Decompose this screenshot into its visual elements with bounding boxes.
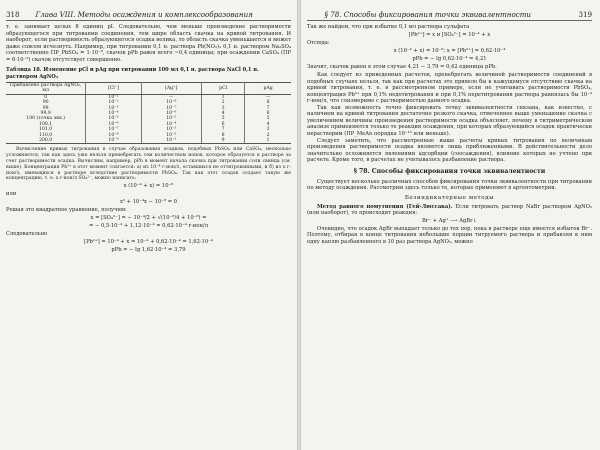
subheading: Безиндикаторные методы bbox=[404, 194, 495, 201]
table-cell: 10⁻⁶ bbox=[86, 122, 141, 127]
right-page-number: 319 bbox=[578, 10, 592, 19]
left-page-running-title: Глава VIII. Методы осаждения и комплексообразования bbox=[35, 10, 253, 19]
table-cell: 110,0 bbox=[39, 132, 53, 138]
table-caption bbox=[6, 67, 291, 80]
reaction-equation: Br⁻ + Ag⁺ ⟶ AgBr↓ bbox=[422, 217, 477, 224]
table-cell: 0 bbox=[44, 94, 48, 100]
table-cell: 10⁻³ bbox=[86, 106, 141, 111]
table-body bbox=[6, 94, 291, 144]
table-cell: 10⁻² bbox=[86, 100, 141, 105]
table-cell: 10⁻¹ bbox=[141, 138, 201, 144]
table-cell: 9 bbox=[202, 138, 245, 144]
equation-6: pPb = − lg 1,62·10⁻⁴ = 3,79 bbox=[111, 247, 186, 254]
right-page-running-title: § 78. Способы фиксирования точки эквивалентности bbox=[324, 10, 531, 19]
right-equation-1: [Pb²⁺] = x и [SO₄²⁻] = 10⁻⁴ + x bbox=[408, 31, 491, 38]
consequently-label: Следовательно bbox=[6, 231, 48, 238]
table-header-cell: [Cl⁻] bbox=[86, 82, 141, 94]
table-cell: 8 bbox=[202, 133, 245, 138]
table-cell: 3 bbox=[202, 106, 245, 111]
right-paragraph-4: Существует несколько различных способов фиксирования точки эквивалентности при титровании по методу осаждения. Рассмотрим здесь только те, которые применяют в аргентометрии. bbox=[307, 178, 592, 192]
equation-4: = − 0,5·10⁻⁴ + 1,12·10⁻⁴ = 0,62·10⁻⁴ г-ион/л bbox=[88, 223, 209, 230]
table-cell: — bbox=[245, 94, 291, 100]
table-cell: 7 bbox=[202, 127, 245, 132]
table-cell: 6 bbox=[245, 111, 291, 116]
table-cell: 6 bbox=[202, 122, 245, 127]
right-paragraph-6: Очевидно, что осадок AgBr выпадает только до тех пор, пока в растворе еще имеется избыток Br⁻. Поэтому, отбирая в конце титрования небольшие порции титруемого раствора и прибавляя к ним одну каплю разбавленного в 10 раз раствора AgNO₃, можно bbox=[307, 225, 592, 246]
right-page bbox=[301, 0, 600, 450]
table-cell: 101,0 bbox=[39, 127, 53, 133]
table-cell: 10⁻⁸ bbox=[141, 100, 201, 105]
table-cell: 4 bbox=[245, 122, 291, 127]
result-line: Значит, скачок равен в этом случае 4,21 − 3,79 = 0,42 единицы pPb. bbox=[307, 63, 497, 70]
table-cell: 7 bbox=[245, 106, 291, 111]
table-header-row bbox=[6, 82, 291, 94]
table-cell: 2 bbox=[202, 100, 245, 105]
table-header-cell: [Ag⁺] bbox=[141, 82, 201, 94]
table-caption-text: Таблица 18. Изменение pCl и pAg при титровании 100 мл 0,1 н. раствора NaCl 0,1 н. раствором AgNO₃ bbox=[6, 67, 259, 80]
table-cell: 10⁻⁹ bbox=[86, 138, 141, 144]
table-cell: 99,9 bbox=[40, 110, 51, 116]
right-paragraph-1: Как следует из приведенных расчетов, пренебрегать величиной растворимости соединений в подобных случаях нельзя, так как при расчетах это привело бы к кажущемуся отсутствию скачка на кривой титрования, т. е. в рассмотренном примере, если не учитывать растворимости PbSO₄, концентрация Pb²⁺ при 0,1% недотитрования и при 0,1% перетитрования раствора равнялась бы 10⁻⁴ г-ион/л, что соизмеримо с растворимостью данного осадка. bbox=[307, 72, 592, 105]
right-paragraph-5 bbox=[307, 204, 592, 217]
table-cell: 10⁻⁶ bbox=[141, 111, 201, 116]
table-cell: 10⁻⁷ bbox=[141, 106, 201, 111]
right-equation-2: x (10⁻⁴ + x) = 10⁻⁸; x = [Pb²⁺] = 0,62·10⁻⁴ bbox=[393, 47, 506, 54]
table-cell: 100 (точка экв.) bbox=[26, 116, 65, 122]
table-cell: 10⁻⁴ bbox=[141, 122, 201, 127]
table-cell: — bbox=[141, 94, 201, 100]
table-cell: 10⁻⁴ bbox=[86, 111, 141, 116]
table-cell: 10⁻⁵ bbox=[141, 116, 201, 121]
method-title: Метод равного помутнения (Гей-Люссака). bbox=[317, 203, 453, 210]
left-page-number: 318 bbox=[6, 10, 20, 19]
table-cell: 200,0 bbox=[6, 138, 86, 144]
table-row bbox=[6, 138, 291, 144]
left-paragraph-1: т. е. занимает целых 8 единиц pI. Следовательно, чем меньше произведение растворимости образующегося при титровании соединения, тем шире область скачка на кривой титрования. И наоборот, если растворимость образующегося осадка велика, то область скачка уменьшается и может даже совсем исчезнуть. Например, при титровании 0,1 н. раствора Pb(NO₃)₂ 0,1 н. раствором Na₂SO₄ соответственно ПР_PbSO₄ = 1·10⁻⁸, скачок pPb равен всего ~0,4 единицы; при осаждении CaSO₄ (ПР = 6·10⁻⁵) скачок отсутствует совершенно. bbox=[6, 24, 291, 63]
from-here-label: Отсюда: bbox=[307, 39, 330, 46]
table-cell: 90 bbox=[42, 100, 49, 106]
table-cell: 3 bbox=[245, 127, 291, 132]
table-cell: 1 bbox=[245, 138, 291, 144]
equation-1: x (10⁻⁴ + x) = 10⁻⁸ bbox=[123, 183, 174, 190]
or-label: или bbox=[6, 191, 17, 198]
titration-table bbox=[6, 82, 291, 144]
table-cell: 10⁻³ bbox=[141, 127, 201, 132]
equation-3: x = [SO₄²⁻] = − 10⁻⁴/2 + √(10⁻⁸/4 + 10⁻⁸) = bbox=[90, 215, 207, 222]
table-cell: 10⁻² bbox=[141, 133, 201, 138]
table-header-cell: pAg bbox=[245, 82, 291, 94]
solve-text: Решая это квадратное уравнение, получим: bbox=[6, 207, 127, 214]
equation-5: [Pb²⁺] = 10⁻⁴ + x = 10⁻⁴ + 0,62·10⁻⁴ = 1,62·10⁻⁴ bbox=[84, 239, 213, 246]
right-equation-3: pPb = − lg 0,62·10⁻⁴ = 4,21 bbox=[412, 55, 487, 62]
note-paragraph: Вычисление кривых титрования в случае образования осадков, подобных PbSO₄ или CaSO₄, несколько усложняется, так как здесь уже нельзя пренебрегать тем количеством ионов, которое образуется в растворе за счет растворимости осадка. Вычислим, например, pPb в момент начала скачка при титровании соли свинца (см. выше). Концентрация Pb²⁺ в этот момент слагается: а) из 10⁻⁴ г-ион/л, оставшихся не оттитрованными, и б) из x г-ион/л, имеющихся в растворе вследствие растворимости PbSO₄. Так как этот осадок создает такую же концентрацию, т. е. x г-ион/л SO₄²⁻, можно написать: bbox=[6, 147, 291, 182]
right-paragraph-2: Так как возможность точно фиксировать точку эквивалентности связана, как известно, с наличием на кривой титрования достаточно резкого скачка, отмеченное выше уменьшение скачка с увеличением величины произведения растворимости осадка объясняет, почему в титриметрическом анализе применяются только те реакции осаждения, при которых образующийся осадок практически нерастворим (ПР_MeAn порядка 10⁻¹⁰ или меньше). bbox=[307, 104, 592, 138]
table-cell: 1 bbox=[202, 94, 245, 100]
right-page-header bbox=[307, 10, 592, 21]
table-cell: 10⁻⁷ bbox=[86, 127, 141, 132]
table-cell: 99 bbox=[42, 105, 49, 111]
table-cell: 100,1 bbox=[39, 121, 53, 127]
table-cell: 5 bbox=[245, 116, 291, 121]
method-text: Если титровать раствор NaBr раствором AgNO₃ (или наоборот), то происходит реакция: bbox=[307, 203, 593, 217]
table-cell: 2 bbox=[245, 133, 291, 138]
left-page-header bbox=[6, 10, 291, 21]
section-heading: § 78. Способы фиксирования точки эквивалентности bbox=[353, 167, 546, 175]
table-cell: 8 bbox=[245, 100, 291, 105]
table-header-cell: Прибавлено раствора AgNO₃, мл bbox=[6, 82, 86, 94]
table-cell: 10⁻⁸ bbox=[86, 133, 141, 138]
table-header-cell: pCl bbox=[202, 82, 245, 94]
equation-2: x² + 10⁻⁴x − 10⁻⁸ = 0 bbox=[119, 199, 177, 206]
table-cell: 10⁻⁵ bbox=[86, 116, 141, 121]
table-cell: 10⁻¹ bbox=[86, 94, 141, 100]
left-page bbox=[0, 0, 297, 450]
right-paragraph-3: Следует заметить, что рассмотренные выше расчеты кривых титрования по величинам произведения растворимости осадка являются лишь приближенными. В действительности дело значительно осложняется явлениями адсорбции (соосаждения), влияние которых не учтено при расчете. Кроме того, в расчетах не учитывалось разбавление раствора. bbox=[307, 137, 592, 164]
table-cell: 5 bbox=[202, 116, 245, 121]
right-intro: Так же найдем, что при избытке 0,1 мл раствора сульфата bbox=[307, 24, 470, 30]
table-cell: 4 bbox=[202, 111, 245, 116]
